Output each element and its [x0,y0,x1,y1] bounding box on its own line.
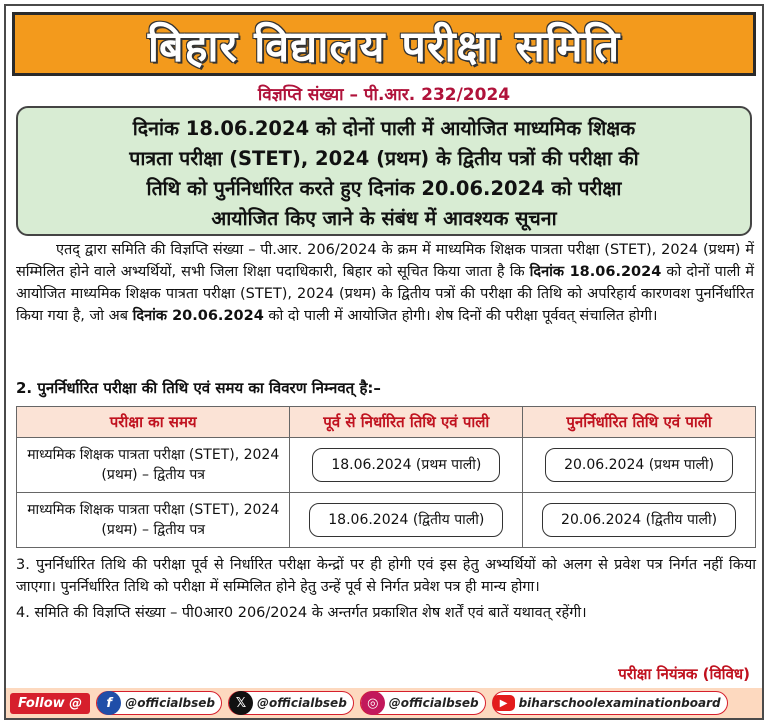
header-banner [12,12,756,76]
board-title: बिहार विद्यालय परीक्षा समिति [147,21,621,72]
new-date-cell [523,438,756,493]
old-date-value: 18.06.2024 (प्रथम पाली) [312,448,500,482]
body-text: एतद् द्वारा समिति की विज्ञप्ति संख्या – पी.आर. 206/2024 के क्रम में माध्यमिक शिक्षक पात्रता परीक्षा (STET), 2024 (प्रथम) में सम्मिलित होने वाले अभ्यर्थियों, सभी जिला शिक्षा पदाधिकारी, बिहार को सूचित किया जाता है कि [16,242,754,280]
new-date-value: 20.06.2024 (प्रथम पाली) [545,448,733,482]
exam-cell: माध्यमिक शिक्षक पात्रता परीक्षा (STET), 2024 (प्रथम) – द्वितीय पत्र [17,493,290,548]
section-4-text: 4. समिति की विज्ञप्ति संख्या – पी0आर0 206/2024 के अन्तर्गत प्रकाशित शेष शर्तें एवं बातें यथावत् रहेंगी। [16,605,587,621]
notice-number: विज्ञप्ति संख्या – पी.आर. 232/2024 [257,85,511,105]
table-header: पूर्व से निर्धारित तिथि एवं पाली [290,407,523,438]
body-date-bold: दिनांक 20.06.2024 [132,308,264,324]
notice-page [4,4,764,720]
exam-cell: माध्यमिक शिक्षक पात्रता परीक्षा (STET), 2024 (प्रथम) – द्वितीय पत्र [17,438,290,493]
new-date-cell [523,493,756,548]
body-paragraph [16,239,754,327]
facebook-handle: @officialbseb [125,696,215,710]
sections-3-4 [16,554,756,628]
twitter-handle: @officialbseb [256,696,347,710]
facebook-link[interactable] [96,691,222,715]
instagram-icon: ◎ [361,691,385,715]
facebook-icon: f [97,691,121,715]
body-date-bold: दिनांक 18.06.2024 [529,264,662,280]
old-date-cell [290,438,523,493]
instagram-link[interactable] [360,691,486,715]
old-date-value: 18.06.2024 (द्वितीय पाली) [309,503,503,537]
subject-line: दिनांक 18.06.2024 को दोनों पाली में आयोजित माध्यमिक शिक्षक [132,117,636,140]
table-header: पुनर्निर्धारित तिथि एवं पाली [523,407,756,438]
social-footer [6,688,762,718]
follow-label: Follow @ [10,693,90,714]
section-2-title: 2. पुनर्निर्धारित परीक्षा की तिथि एवं समय का विवरण निम्नवत् है:– [16,379,381,397]
youtube-link[interactable] [492,691,728,715]
new-date-value: 20.06.2024 (द्वितीय पाली) [542,503,736,537]
youtube-icon: ▶ [493,695,515,711]
old-date-cell [290,493,523,548]
twitter-link[interactable] [228,691,354,715]
instagram-handle: @officialbseb [388,696,479,710]
subject-line: तिथि को पुर्ननिर्धारित करते हुए दिनांक 20.06.2024 को परीक्षा [146,177,622,200]
body-text: को दोनों पाली में आयोजित माध्यमिक शिक्षक पात्रता परीक्षा (STET), 2024 (प्रथम) के द्वितीय पत्रों की परीक्षा की तिथि को अपरिहार्य कारणवश पुनर्निर्धारित किया गया है, जो अब [16,264,755,324]
table-header: परीक्षा का समय [17,407,290,438]
youtube-handle: biharschoolexaminationboard [518,696,721,710]
subject-line: आयोजित किए जाने के संबंध में आवश्यक सूचना [211,207,557,230]
table-header-row [17,407,756,438]
table-row [17,493,756,548]
table-row [17,438,756,493]
schedule-table [16,406,756,548]
body-text: को दो पाली में आयोजित होगी। शेष दिनों की परीक्षा पूर्ववत् संचालित होगी। [263,308,658,324]
subject-box [16,106,752,236]
signature: परीक्षा नियंत्रक (विविध) [618,665,750,683]
subject-line: पात्रता परीक्षा (STET), 2024 (प्रथम) के द्वितीय पत्रों की परीक्षा की [129,147,639,170]
section-3-text: 3. पुनर्निर्धारित तिथि की परीक्षा पूर्व से निर्धारित परीक्षा केन्द्रों पर ही होगी एवं इस हेतु अभ्यर्थियों को अलग से प्रवेश पत्र निर्गत नहीं किया जाएगा। पुनर्निर्धारित तिथि को परीक्षा में सम्मिलित होने हेतु उन्हें पूर्व से निर्गत प्रवेश पत्र ही मान्य होगा। [16,557,756,595]
x-icon: 𝕏 [229,691,253,715]
